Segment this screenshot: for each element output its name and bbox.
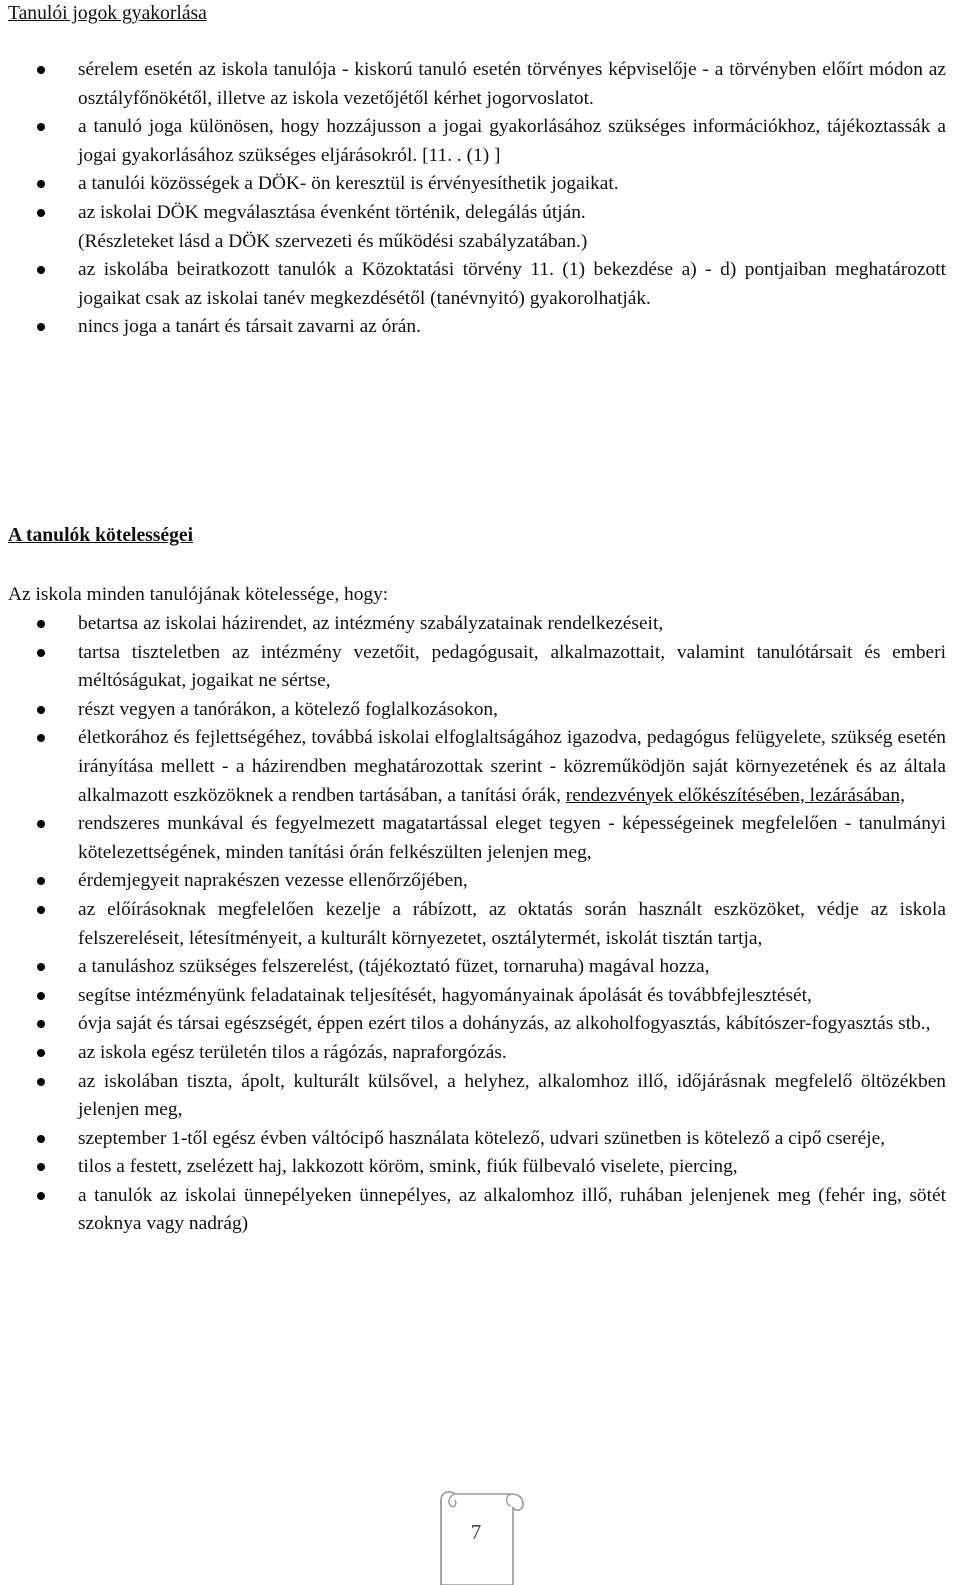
list-item: a tanulói közösségek a DÖK- ön keresztül is érvényesíthetik jogaikat. [8,170,946,199]
section-intro: Az iskola minden tanulójának kötelessége, hogy: [8,584,389,605]
list-item: az iskolába beiratkozott tanulók a Közoktatási törvény 11. (1) bekezdése a) - d) pontjaiban meghatározott jogaikat csak az iskolai tanév megkezdésétől (tanévnyitó) gyakorolhatják. [8,256,946,313]
list-item: nincs joga a tanárt és társait zavarni az órán. [8,313,946,342]
list-item: részt vegyen a tanórákon, a kötelező foglalkozásokon, [8,696,946,725]
list-item: szeptember 1-től egész évben váltócipő használata kötelező, udvari szünetben is kötelező a cipő cseréje, [8,1125,946,1154]
student-rights-list [8,56,946,342]
list-item: tartsa tiszteletben az intézmény vezetőit, pedagógusait, alkalmazottait, valamint tanulótársait és emberi méltóságukat, jogaikat ne sértse, [8,639,946,696]
list-item: rendszeres munkával és fegyelmezett magatartással eleget tegyen - képességeinek megfelelően - tanulmányi kötelezettségének, minden tanítási órán felkészülten jelenjen meg, [8,810,946,867]
list-item: az előírásoknak megfelelően kezelje a rábízott, az oktatás során használt eszközöket, védje az iskola felszereléseit, létesítményeit, a kulturált környezetet, osztálytermét, iskolát tisztán tartja, [8,896,946,953]
list-item: az iskola egész területén tilos a rágózás, napraforgózás. [8,1039,946,1068]
section-title-student-duties: A tanulók kötelességei [8,525,194,546]
list-item-continuation: (Részleteket lásd a DÖK szervezeti és működési szabályzatában.) [78,230,588,252]
list-item: a tanuló joga különösen, hogy hozzájusson a jogai gyakorlásához szükséges információkhoz, tájékoztassák a jogai gyakorlásához szükséges eljárásokról. [11. . (1) ] [8,113,946,170]
list-item: tilos a festett, zselézett haj, lakkozott köröm, smink, fiúk fülbevaló viselete, piercing, [8,1153,946,1182]
page-number: 7 [470,1520,482,1544]
list-item: segítse intézményünk feladatainak teljesítését, hagyományainak ápolását és továbbfejlesztését, [8,982,946,1011]
list-item: az iskolai DÖK megválasztása évenként történik, delegálás útján. [8,199,946,228]
list-item-text: életkorához és fejlettségéhez, továbbá iskolai elfoglaltságához igazodva, pedagógus felügyelete, szükség esetén irányítása mellett - a házirendben meghatározottak szerint - közreműködjön saját környezetének és az általa alkalmazott eszközöknek a rendben tartásában, a tanítási órák, [78,727,946,806]
underlined-text: rendezvények előkészítésében, lezárásában, [565,784,905,806]
list-item [8,724,946,810]
list-item: betartsa az iskolai házirendet, az intézmény szabályzatainak rendelkezéseit, [8,610,946,639]
list-item: a tanuláshoz szükséges felszerelést, (tájékoztató füzet, tornaruha) magával hozza, [8,953,946,982]
list-item: érdemjegyeit naprakészen vezesse ellenőrzőjében, [8,867,946,896]
list-item: sérelem esetén az iskola tanulója - kiskorú tanuló esetén törvényes képviselője - a törvényben előírt módon az osztályfőnökétől, illetve az iskola vezetőjétől kérhet jogorvoslatot. [8,56,946,113]
section-title-student-rights: Tanulói jogok gyakorlása [8,3,207,24]
list-item: óvja saját és társai egészségét, éppen ezért tilos a dohányzás, az alkoholfogyasztás, kábítószer-fogyasztás stb., [8,1010,946,1039]
list-item: az iskolában tiszta, ápolt, kulturált külsővel, a helyhez, alkalomhoz illő, időjárásnak megfelelő öltözékben jelenjen meg, [8,1068,946,1125]
student-duties-list [8,610,946,1239]
list-item: a tanulók az iskolai ünnepélyeken ünnepélyes, az alkalomhoz illő, ruhában jelenjenek meg (fehér ing, sötét szoknya vagy nadrág) [8,1182,946,1239]
